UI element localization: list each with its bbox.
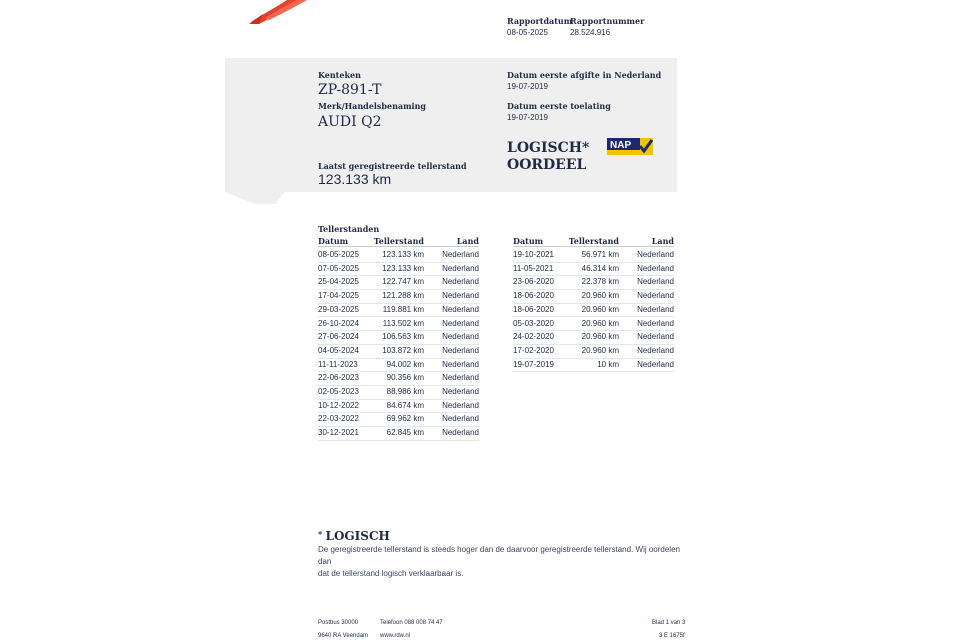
reading-land: Nederland: [442, 345, 479, 355]
reading-date: 22-03-2022: [318, 414, 359, 424]
footnote-star: *: [318, 529, 323, 539]
reading-date: 17-02-2020: [513, 345, 554, 355]
reading-km: 20.960 km: [581, 345, 619, 355]
reading-row: [318, 412, 479, 427]
reading-km: 10 km: [597, 359, 619, 369]
col-datum: Datum: [513, 236, 544, 246]
footer-postbus: Postbus 30000: [318, 620, 359, 626]
reading-land: Nederland: [637, 277, 674, 287]
reading-row: [513, 344, 674, 359]
reading-row: [318, 426, 479, 441]
col-datum: Datum: [318, 236, 349, 246]
reading-row: [318, 371, 479, 386]
reading-km: 69.962 km: [386, 414, 424, 424]
reading-land: Nederland: [637, 250, 674, 259]
reading-land: Nederland: [637, 318, 674, 328]
reading-land: Nederland: [442, 277, 479, 287]
merk-value: AUDI Q2: [318, 114, 382, 130]
reading-land: Nederland: [442, 263, 479, 273]
reading-land: Nederland: [442, 359, 479, 369]
reading-row: [513, 248, 674, 263]
reading-row: [513, 275, 674, 290]
reading-km: 90.356 km: [386, 373, 424, 383]
reading-km: 46.314 km: [581, 263, 619, 273]
kenteken-value: ZP-891-T: [318, 82, 382, 98]
reading-row: [513, 358, 674, 373]
reading-row: [318, 289, 479, 304]
footer-code: 3 E 1675f: [659, 633, 685, 639]
reading-km: 22.378 km: [581, 277, 619, 287]
reading-land: Nederland: [442, 387, 479, 396]
kenteken-label: Kenteken: [318, 70, 361, 80]
reading-row: [513, 289, 674, 304]
reading-km: 94.002 km: [386, 359, 424, 369]
reading-row: [513, 317, 674, 332]
reading-date: 30-12-2021: [318, 428, 359, 438]
reading-row: [318, 330, 479, 345]
reading-km: 122.747 km: [382, 277, 424, 287]
reading-date: 08-05-2025: [318, 250, 359, 259]
reading-km: 20.960 km: [581, 332, 619, 342]
reading-date: 10-12-2022: [318, 400, 359, 410]
footnote-line-1: De geregistreerde tellerstand is steeds hoger dan de daarvoor geregistreerde tellerstand. Wij oordelen dan: [318, 545, 680, 566]
rapportnummer-value: 28.524.916: [570, 28, 611, 37]
oordeel-subtitle: OORDEEL: [507, 157, 587, 173]
reading-date: 22-06-2023: [318, 373, 359, 383]
merk-label: Merk/Handelsbenaming: [318, 101, 427, 111]
rapportnummer-label: Rapportnummer: [570, 16, 645, 26]
col-land: Land: [456, 236, 479, 246]
reading-km: 103.872 km: [382, 345, 424, 355]
footnote-line-2: dat de tellerstand logisch verklaarbaar is.: [318, 569, 464, 578]
laatst-label: Laatst geregistreerde tellerstand: [318, 161, 467, 171]
reading-land: Nederland: [442, 332, 479, 342]
reading-date: 18-06-2020: [513, 291, 554, 301]
reading-land: Nederland: [442, 250, 479, 259]
reading-km: 88.986 km: [386, 387, 424, 396]
reading-km: 84.674 km: [386, 400, 424, 410]
reading-km: 20.960 km: [581, 304, 619, 314]
reading-date: 07-05-2025: [318, 263, 359, 273]
footnote-text: [318, 544, 688, 580]
reading-land: Nederland: [442, 428, 479, 438]
reading-date: 02-05-2023: [318, 387, 359, 396]
reading-land: Nederland: [637, 345, 674, 355]
col-land: Land: [651, 236, 674, 246]
readings-header-row: [318, 236, 479, 247]
reading-km: 20.960 km: [581, 318, 619, 328]
reading-date: 19-07-2019: [513, 359, 554, 369]
reading-land: Nederland: [442, 291, 479, 301]
readings-header-row: [513, 236, 674, 247]
afgifte-value: 19-07-2019: [507, 82, 548, 91]
reading-date: 18-06-2020: [513, 304, 554, 314]
reading-row: [513, 262, 674, 277]
reading-date: 05-03-2020: [513, 318, 554, 328]
reading-km: 62.845 km: [386, 428, 424, 438]
reading-km: 106.563 km: [382, 332, 424, 342]
reading-land: Nederland: [442, 318, 479, 328]
reading-date: 25-04-2025: [318, 277, 359, 287]
reading-km: 121.288 km: [382, 291, 424, 301]
reading-row: [318, 358, 479, 373]
tellerstanden-title: Tellerstanden: [318, 224, 380, 234]
nap-logo-icon: [607, 138, 653, 160]
footer-telefoon: Telefoon 088 008 74 47: [380, 620, 443, 626]
reading-row: [513, 330, 674, 345]
reading-land: Nederland: [442, 414, 479, 424]
reading-km: 123.133 km: [382, 250, 424, 259]
reading-date: 11-11-2023: [318, 359, 358, 369]
reading-row: [318, 275, 479, 290]
reading-land: Nederland: [637, 291, 674, 301]
footnote-title: [318, 529, 390, 543]
reading-land: Nederland: [637, 304, 674, 314]
footnote-title-text: LOGISCH: [325, 529, 390, 543]
reading-row: [318, 248, 479, 263]
reading-date: 24-02-2020: [513, 332, 554, 342]
rapportdatum-label: Rapportdatum: [507, 16, 573, 26]
reading-date: 23-06-2020: [513, 277, 554, 287]
reading-date: 27-06-2024: [318, 332, 359, 342]
reading-date: 26-10-2024: [318, 318, 359, 328]
reading-date: 11-05-2021: [513, 263, 554, 273]
oordeel-title: LOGISCH*: [507, 140, 590, 156]
reading-row: [318, 399, 479, 414]
footer-website[interactable]: www.rdw.nl: [380, 633, 411, 639]
reading-date: 19-10-2021: [513, 250, 554, 259]
toelating-value: 19-07-2019: [507, 113, 548, 122]
svg-text:NAP: NAP: [610, 140, 632, 151]
reading-row: [318, 385, 479, 400]
footer-plaats: 9640 RA Veendam: [318, 633, 369, 639]
reading-row: [318, 317, 479, 332]
reading-land: Nederland: [637, 359, 674, 369]
reading-land: Nederland: [442, 373, 479, 383]
rdw-logo: [245, 0, 315, 26]
reading-land: Nederland: [442, 304, 479, 314]
reading-land: Nederland: [442, 400, 479, 410]
reading-row: [513, 303, 674, 318]
reading-km: 123.133 km: [382, 263, 424, 273]
reading-row: [318, 344, 479, 359]
laatst-value: 123.133 km: [318, 171, 392, 187]
col-tellerstand: Tellerstand: [568, 236, 619, 246]
reading-km: 113.502 km: [382, 318, 424, 328]
footer-blad: Blad 1 van 3: [652, 620, 686, 626]
reading-row: [318, 262, 479, 277]
reading-date: 04-05-2024: [318, 345, 359, 355]
reading-land: Nederland: [637, 263, 674, 273]
reading-date: 29-03-2025: [318, 304, 359, 314]
reading-km: 56.971 km: [581, 250, 619, 259]
col-tellerstand: Tellerstand: [373, 236, 424, 246]
reading-land: Nederland: [637, 332, 674, 342]
card-tail-shape: [225, 192, 285, 204]
reading-row: [318, 303, 479, 318]
toelating-label: Datum eerste toelating: [507, 101, 611, 111]
reading-km: 20.960 km: [581, 291, 619, 301]
reading-date: 17-04-2025: [318, 291, 359, 301]
reading-km: 119.881 km: [382, 304, 424, 314]
rapportdatum-value: 08-05-2025: [507, 28, 548, 37]
afgifte-label: Datum eerste afgifte in Nederland: [507, 70, 662, 80]
